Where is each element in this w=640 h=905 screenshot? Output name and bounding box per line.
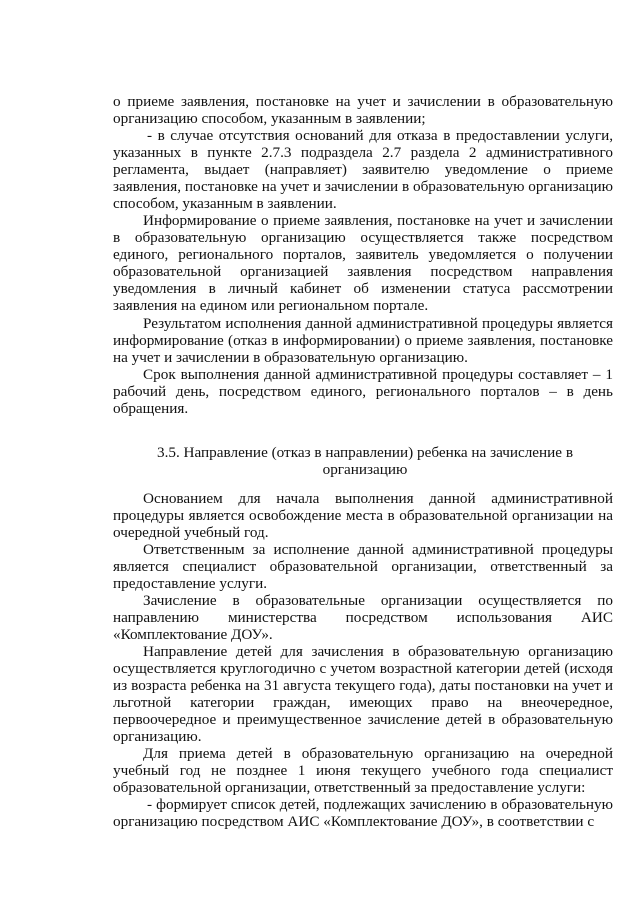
paragraph-responsible-specialist: Ответственным за исполнение данной административной процедуры является специалист образовательной организации, ответственный за предоставление услуги. xyxy=(113,541,613,593)
section-heading-3-5: 3.5. Направление (отказ в направлении) ребенка на зачисление в организацию xyxy=(156,444,574,479)
paragraph-admission-deadline: Для приема детей в образовательную организацию на очередной учебный год не позднее 1 июня текущего учебного года специалист образовательной организации, ответственный за предоставление услуги: xyxy=(113,745,613,797)
paragraph-children-list-bullet: - формирует список детей, подлежащих зачислению в образовательную организацию посредством АИС «Комплектование ДОУ», в соответствии с xyxy=(113,796,613,831)
paragraph-enrollment-by-referral: Зачисление в образовательные организации осуществляется по направлению министерства посредством использования АИС «Комплектование ДОУ». xyxy=(113,592,613,644)
paragraph-notification-bullet: - в случае отсутствия оснований для отказа в предоставлении услуги, указанных в пункте 2.7.3 подраздела 2.7 раздела 2 административного регламента, выдает (направляет) заявителю уведомление о приеме заявления, постановке на учет и зачислении в образовательную организацию способом, указанным в заявлении. xyxy=(113,127,613,213)
paragraph-procedure-result: Результатом исполнения данной административной процедуры является информирование (отказ в информировании) о приеме заявления, постановке на учет и зачислении в образовательную организацию. xyxy=(113,315,613,367)
paragraph-referral-criteria: Направление детей для зачисления в образовательную организацию осуществляется круглогодично с учетом возрастной категории детей (исходя из возраста ребенка на 31 августа текущего года), даты постановки на учет и льготной категории граждан, имеющих право на внеочередное, первоочередное и преимущественное зачисление детей в образовательную организацию. xyxy=(113,643,613,746)
paragraph-acceptance-notice-continuation: о приеме заявления, постановке на учет и зачислении в образовательную организацию способом, указанным в заявлении; xyxy=(113,93,613,128)
paragraph-informing-via-portals: Информирование о приеме заявления, постановке на учет и зачислении в образовательную организацию осуществляется также посредством единого, регионального порталов, заявитель уведомляется о получении образовательной организацией заявления посредством направления уведомления в личный кабинет об изменении статуса рассмотрении заявления на едином или региональном портале. xyxy=(113,212,613,315)
paragraph-procedure-deadline: Срок выполнения данной административной процедуры составляет – 1 рабочий день, посредством единого, регионального порталов – в день обращения. xyxy=(113,366,613,418)
paragraph-procedure-basis: Основанием для начала выполнения данной административной процедуры является освобождение места в образовательной организации на очередной учебный год. xyxy=(113,490,613,542)
